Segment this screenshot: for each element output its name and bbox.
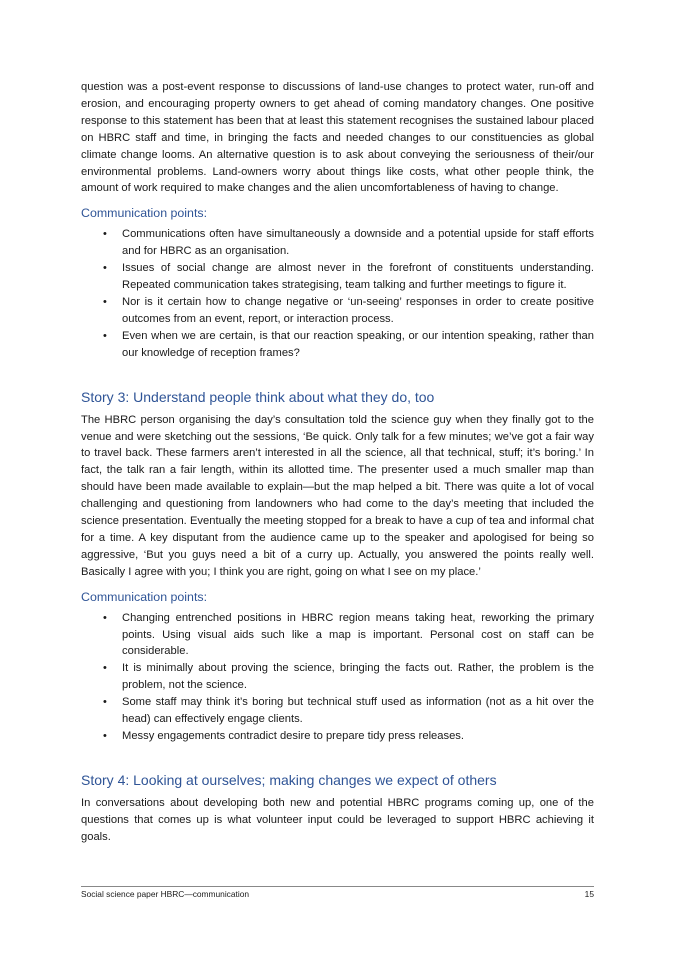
page-number: 15 [584,889,594,899]
bullet-icon: • [103,696,107,709]
footer-divider [81,886,594,887]
story-4-paragraph: In conversations about developing both new and potential HBRC programs coming up, one of the questions that comes up is what volunteer input could be leveraged to support HBRC achieving it goals. [81,796,594,843]
document-page [81,79,594,846]
footer-title: Social science paper HBRC—communication [81,889,250,899]
story-4-heading: Story 4: Looking at ourselves; making changes we expect of others [81,771,497,788]
communication-points-list-1 [81,226,594,361]
list-item: • Some staff may think it’s boring but technical stuff used as information (not as a hit over the head) can effectively engage clients. [103,696,594,726]
communication-points-heading-1: Communication points: [81,206,208,221]
list-item: • Communications often have simultaneously a downside and a potential upside for staff efforts and for HBRC as an organisation. [103,228,594,258]
story-3-paragraph: The HBRC person organising the day’s consultation told the science guy when they finally got to the venue and were sketching out the sessions, ‘Be quick. Only talk for a few minutes; we’ve got a fair way to travel back. These farmers aren’t interested in all the science, all that technical, stuff; it’s boring.’ In fact, the talk ran a fair length, within its allotted time. The presenter used a much smaller map than should have been made available to explain—but the map helped a bit. There was quite a lot of vocal challenging and questioning from landowners who had come to the day’s meeting that included the science presentation. Eventually the meeting stopped for a break to have a cup of tea and informal chat for a time. A key disputant from the audience came up to the speaker and apologised for being so aggressive, ‘But you guys need a bit of a curry up. Actually, you answered the points really well. Basically I agree with you; I think you are right, going on what I see on my place.’ [81,413,594,578]
bullet-icon: • [103,329,107,342]
bullet-icon: • [103,611,107,624]
list-item: • Nor is it certain how to change negative or ‘un-seeing’ responses in order to create positive outcomes from an event, report, or interaction process. [103,295,594,325]
bullet-icon: • [103,295,107,308]
bullet-icon: • [103,730,107,742]
list-item: • Messy engagements contradict desire to prepare tidy press releases. [81,728,594,745]
list-item: • Even when we are certain, is that our reaction speaking, or our intention speaking, rather than our knowledge of reception frames? [103,329,594,359]
bullet-icon: • [103,228,107,241]
communication-points-heading-2: Communication points: [81,589,208,604]
list-item: • It is minimally about proving the science, bringing the facts out. Rather, the problem is the problem, not the science. [103,662,594,692]
bullet-icon: • [103,662,107,675]
list-item: • Issues of social change are almost never in the forefront of constituents understanding. Repeated communication takes strategising, team talking and further meetings to figure it. [103,262,594,292]
bullet-icon: • [103,262,107,275]
communication-points-list-2 [81,610,594,745]
page-footer [81,889,594,900]
intro-paragraph: question was a post-event response to discussions of land-use changes to protect water, run-off and erosion, and encouraging property owners to get ahead of coming mandatory changes. One positive response to this statement has been that at least this statement recognises the sustained labour placed on HBRC staff and time, in bringing the facts and needed changes to our constituencies as global climate change looms. An alternative question is to ask about conveying the seriousness of their/our environmental problems. Land-owners worry about things like costs, what other people think, the amount of work required to make changes and the alien uncomfortableness of having to change. [81,81,594,195]
story-3-heading: Story 3: Understand people think about what they do, too [81,388,435,405]
list-item: • Changing entrenched positions in HBRC region means taking heat, reworking the primary points. Using visual aids such like a map is important. Personal cost on staff can be considerable. [103,611,594,658]
